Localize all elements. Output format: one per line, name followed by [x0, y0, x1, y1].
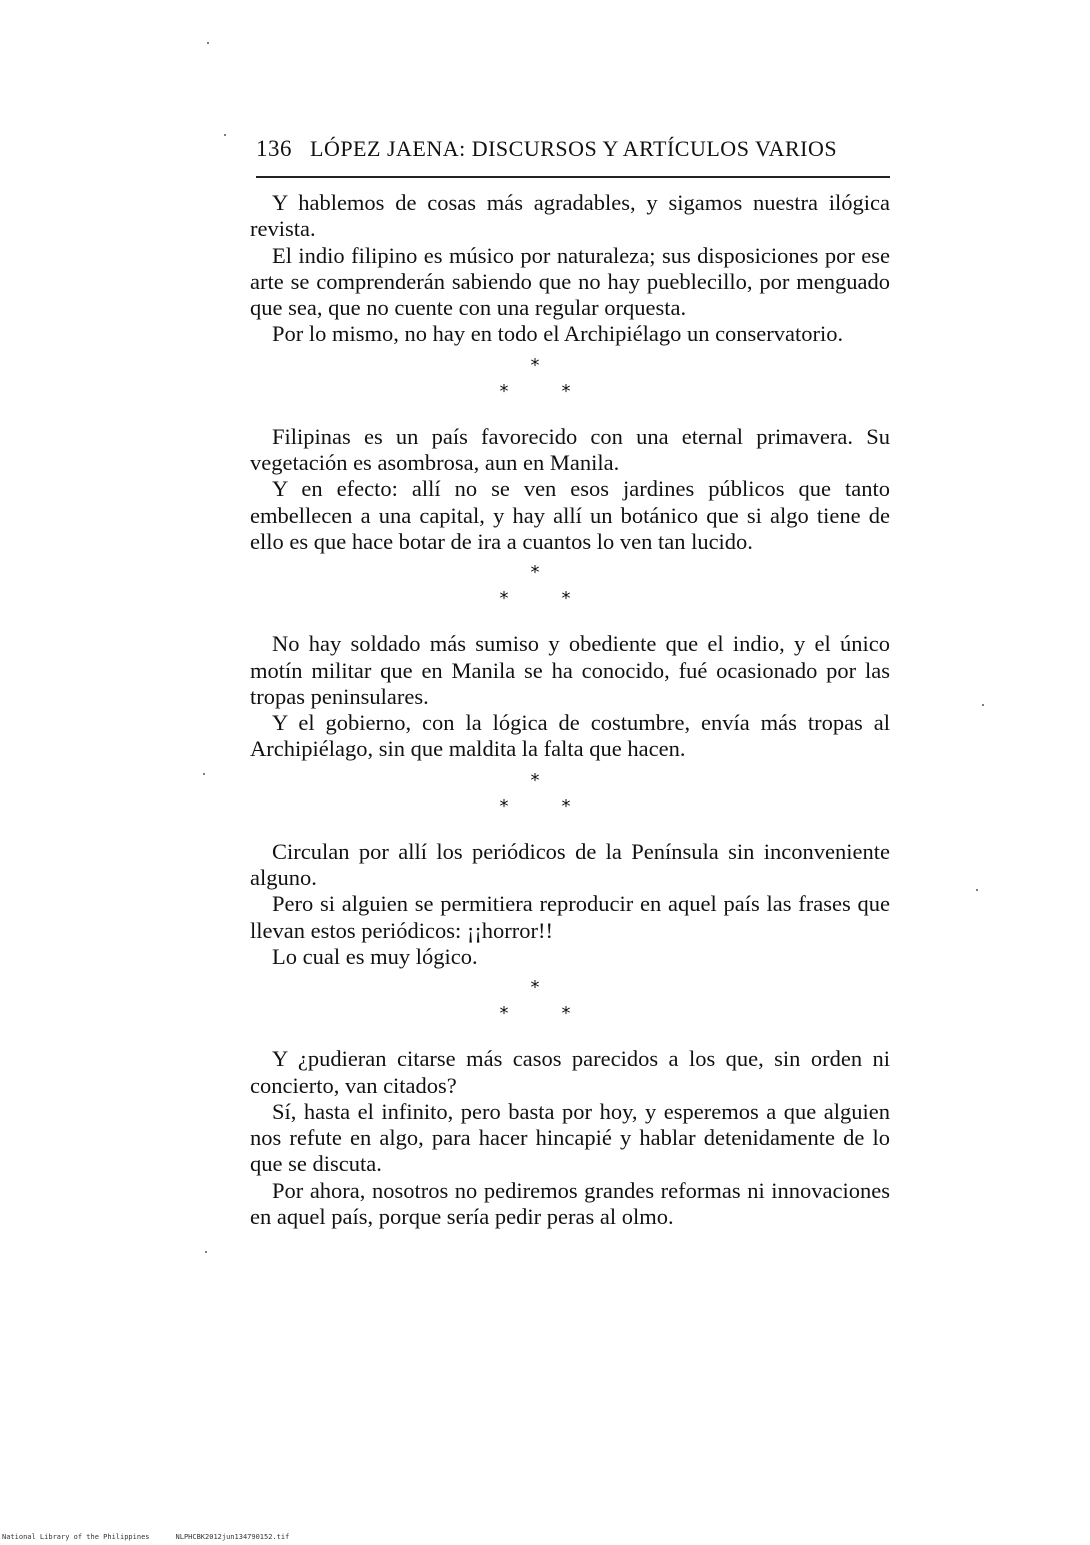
footer-filename: NLPHCBK2012jun134790152.tif: [175, 1533, 290, 1541]
paragraph: Por ahora, nosotros no pediremos grandes reformas ni innovaciones en aquel país, porque sería pedir peras al olmo.: [250, 1177, 890, 1230]
scan-speck: [207, 42, 209, 44]
asterisk: *: [499, 380, 509, 402]
asterisk: *: [499, 1003, 509, 1025]
asterisk: *: [499, 588, 509, 610]
running-header: [256, 136, 888, 170]
paragraph: Y hablemos de cosas más agradables, y sigamos nuestra ilógica revista.: [250, 190, 890, 242]
body-text: [250, 190, 890, 1230]
scan-speck: [224, 134, 226, 136]
asterisk: *: [561, 795, 571, 817]
asterisk: *: [561, 380, 571, 402]
asterism-separator: [250, 766, 890, 818]
paragraph: Y en efecto: allí no se ven esos jardines públicos que tanto embellecen a una capital, y hay allí un botánico que si algo tiene de ello es que hace botar de ira a cuantos lo ven tan lucido.: [250, 476, 890, 554]
asterism-separator: [250, 351, 890, 403]
paragraph: Filipinas es un país favorecido con una eternal primavera. Su vegetación es asombrosa, aun en Manila.: [250, 423, 890, 476]
section-4: [250, 839, 890, 970]
asterisk: *: [561, 588, 571, 610]
asterisk: *: [499, 795, 509, 817]
paragraph: Lo cual es muy lógico.: [272, 943, 478, 969]
header-rule: [256, 176, 890, 178]
paragraph: El indio filipino es músico por naturaleza; sus disposiciones por ese arte se comprenderán sabiendo que no hay pueblecillo, por menguado que sea, que no cuente con una regular orquesta.: [250, 242, 890, 321]
section-3: [250, 631, 890, 762]
scan-speck: [205, 1251, 207, 1253]
asterism-separator: [250, 973, 890, 1025]
asterisk: *: [530, 769, 540, 791]
paragraph: Pero si alguien se permitiera reproducir en aquel país las frases que llevan estos periódicos: ¡¡horror!!: [250, 891, 890, 943]
scan-footer: [2, 1533, 289, 1541]
running-title: LÓPEZ JAENA: DISCURSOS Y ARTÍCULOS VARIOS: [310, 136, 838, 161]
asterisk: *: [530, 354, 540, 376]
section-1: [250, 190, 890, 348]
section-2: [250, 424, 890, 555]
paragraph: Y ¿pudieran citarse más casos parecidos a los que, sin orden ni concierto, van citados?: [250, 1046, 890, 1098]
paragraph: Por lo mismo, no hay en todo el Archipiélago un conservatorio.: [272, 321, 844, 347]
scan-speck: [982, 704, 984, 706]
asterism-separator: [250, 558, 890, 610]
paragraph: Y el gobierno, con la lógica de costumbre, envía más tropas al Archipiélago, sin que maldita la falta que hacen.: [250, 710, 890, 762]
paragraph: Sí, hasta el infinito, pero basta por hoy, y esperemos a que alguien nos refute en algo, para hacer hincapié y hablar detenidamente de lo que se discuta.: [250, 1098, 890, 1177]
asterisk: *: [561, 1003, 571, 1025]
page-number: 136: [256, 136, 292, 161]
footer-library: National Library of the Philippines: [2, 1533, 150, 1541]
paragraph: Circulan por allí los periódicos de la Península sin inconveniente alguno.: [250, 838, 890, 891]
asterisk: *: [530, 977, 540, 999]
paragraph: No hay soldado más sumiso y obediente que el indio, y el único motín militar que en Manila se ha conocido, fué ocasionado por las tropas peninsulares.: [250, 631, 890, 709]
section-5: [250, 1046, 890, 1230]
scan-speck: [203, 773, 205, 775]
asterisk: *: [530, 562, 540, 584]
scan-speck: [976, 889, 978, 891]
